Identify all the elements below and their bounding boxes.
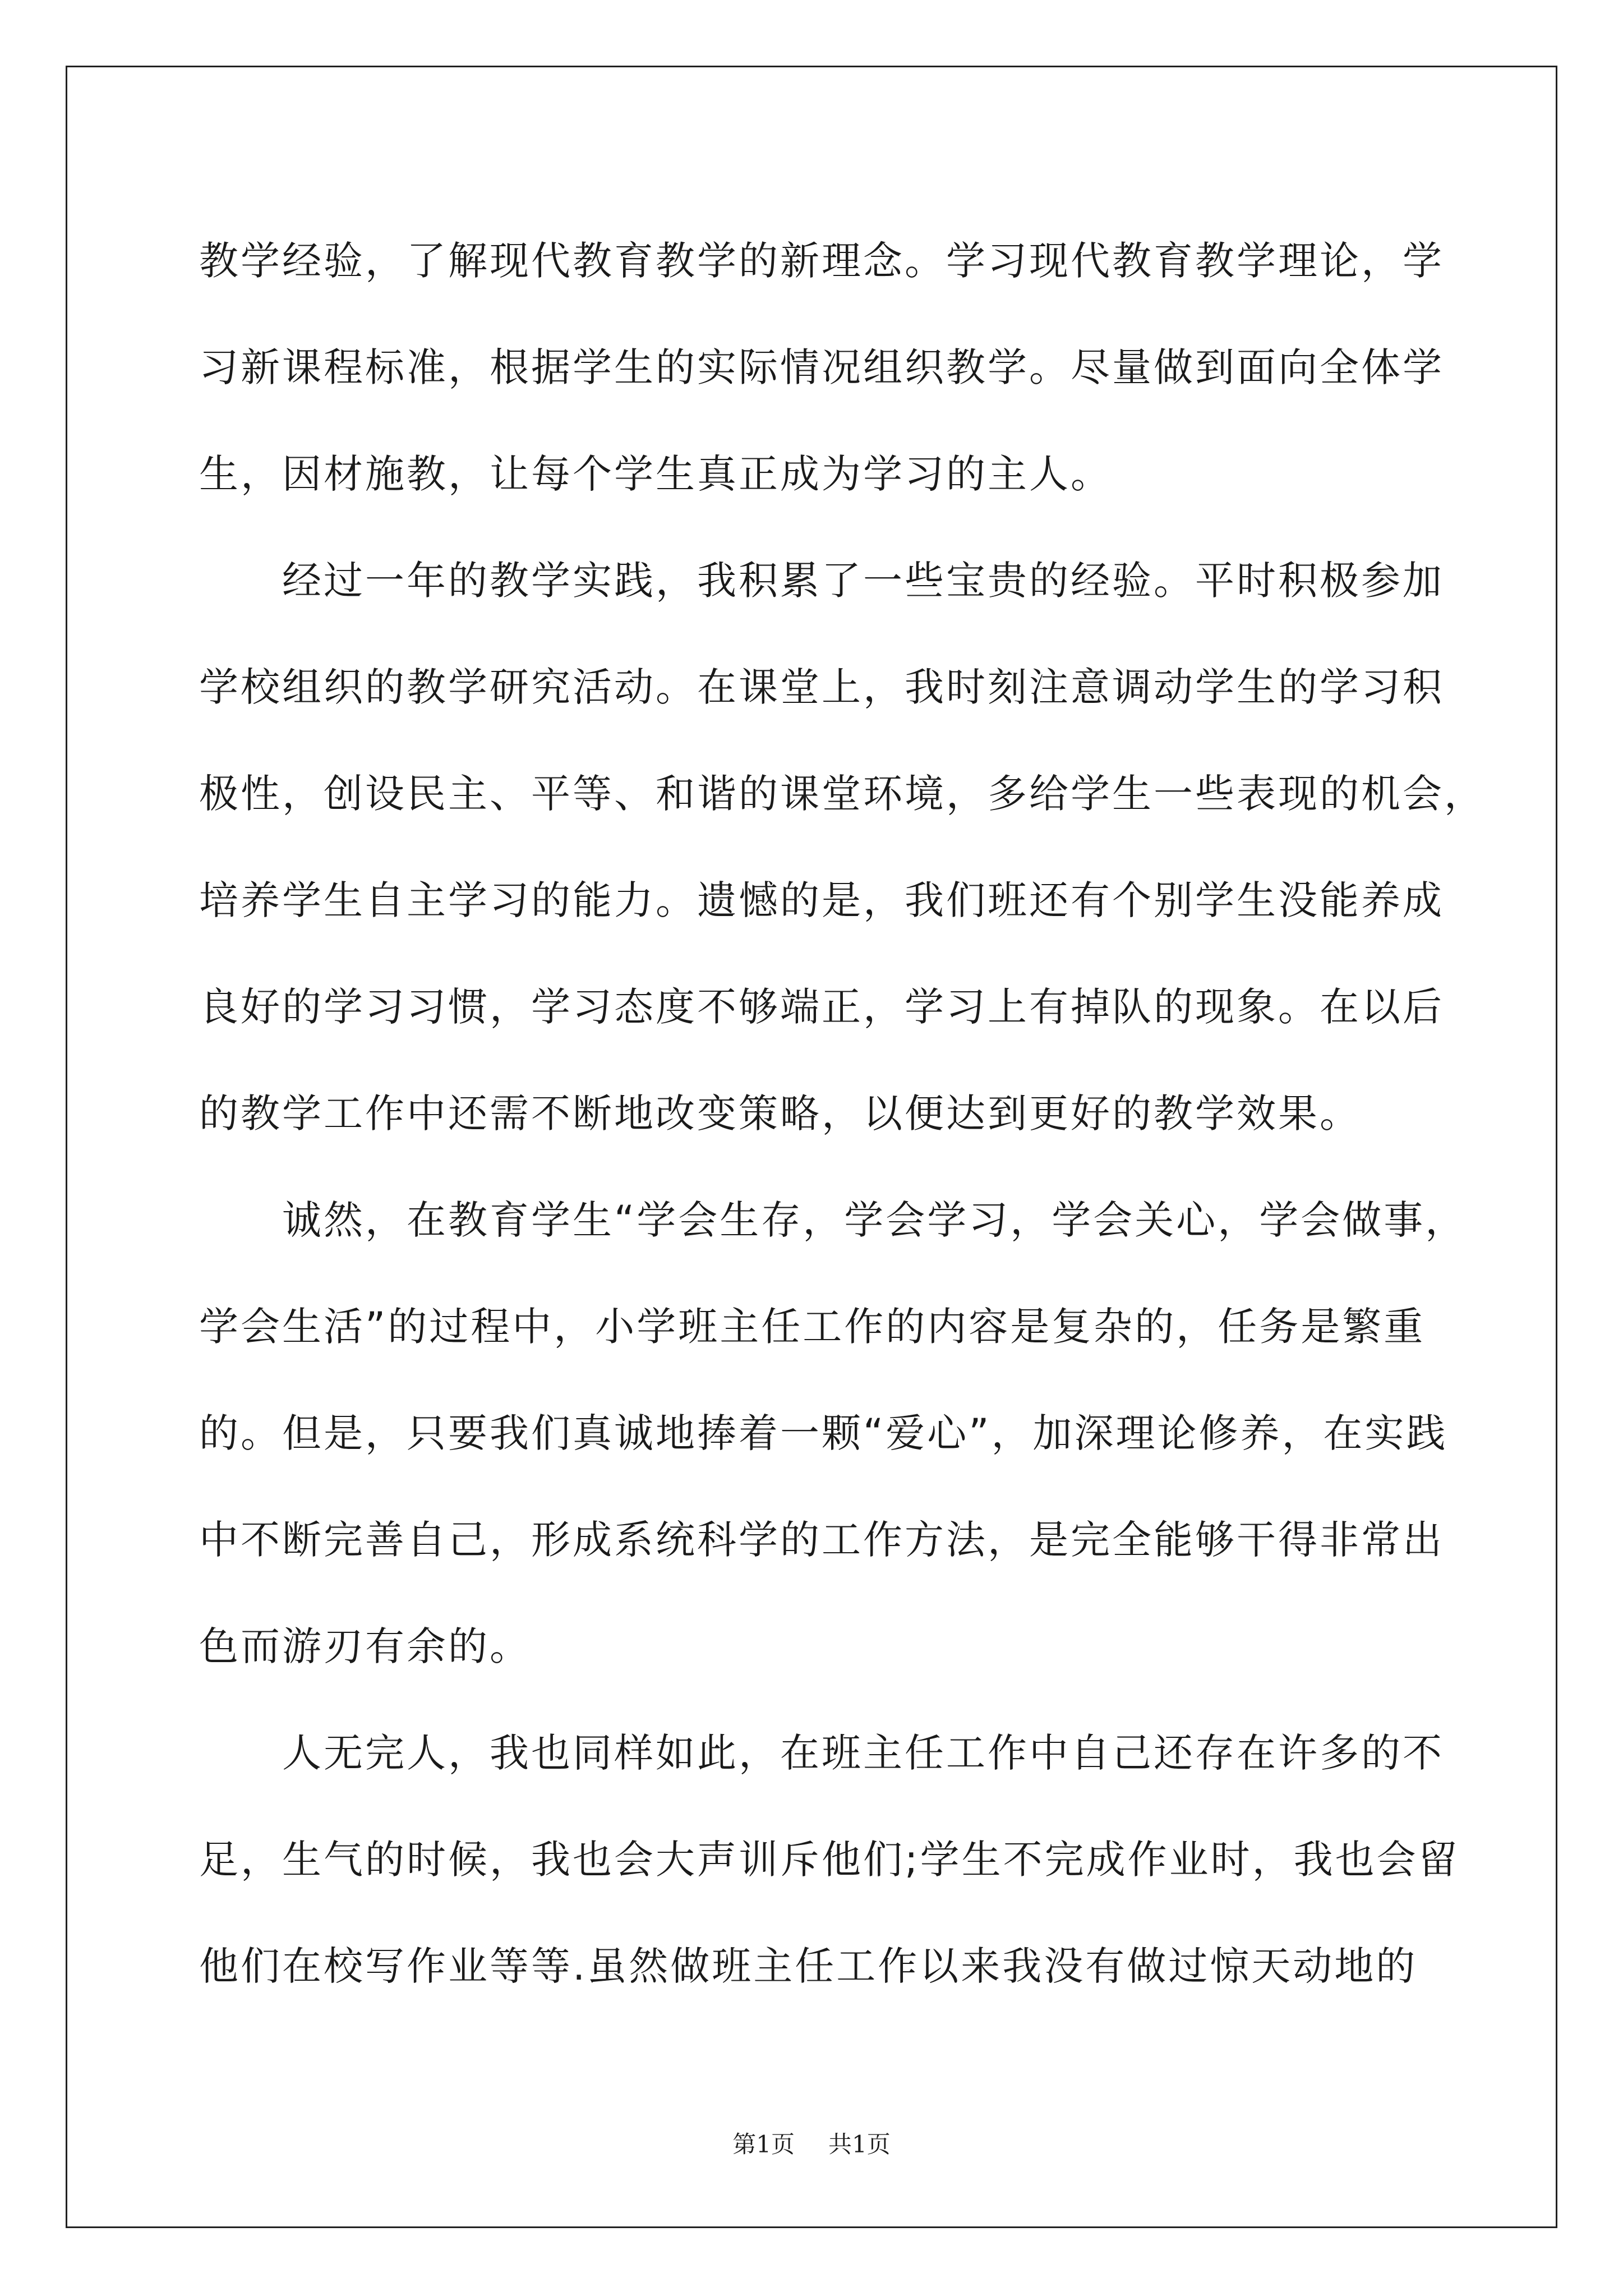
text-line: 中不断完善自己，形成系统科学的工作方法，是完全能够干得非常出 <box>199 1517 1444 1563</box>
page-total: 共1页 <box>828 2131 891 2158</box>
text-line: 足，生气的时候，我也会大声训斥他们;学生不完成作业时，我也会留 <box>199 1837 1460 1883</box>
text-line: 诚然，在教育学生“学会生存，学会学习，学会关心，学会做事， <box>199 1197 1467 1243</box>
document-body <box>199 208 1486 2019</box>
text-line: 极性，创设民主、平等、和谐的课堂环境，多给学生一些表现的机会， <box>199 771 1486 817</box>
text-line: 经过一年的教学实践，我积累了一些宝贵的经验。平时积极参加 <box>199 558 1444 604</box>
text-line: 色而游刃有余的。 <box>199 1623 531 1669</box>
text-line: 人无完人，我也同样如此，在班主任工作中自己还存在许多的不 <box>199 1730 1444 1776</box>
page-number: 第1页 <box>732 2131 795 2158</box>
text-line: 教学经验，了解现代教育教学的新理念。学习现代教育教学理论，学 <box>199 238 1444 284</box>
text-line: 学会生活”的过程中，小学班主任工作的内容是复杂的，任务是繁重 <box>199 1304 1426 1350</box>
text-line: 习新课程标准，根据学生的实际情况组织教学。尽量做到面向全体学 <box>199 344 1444 390</box>
text-line: 生，因材施教，让每个学生真正成为学习的主人。 <box>199 451 1112 497</box>
text-line: 良好的学习习惯，学习态度不够端正，学习上有掉队的现象。在以后 <box>199 984 1444 1030</box>
page-footer <box>0 2126 1623 2160</box>
text-line: 培养学生自主学习的能力。遗憾的是，我们班还有个别学生没能养成 <box>199 877 1444 923</box>
text-line: 他们在校写作业等等.虽然做班主任工作以来我没有做过惊天动地的 <box>199 1943 1418 1989</box>
text-line: 的。但是，只要我们真诚地捧着一颗“爱心”，加深理论修养，在实践 <box>199 1410 1448 1456</box>
text-line: 的教学工作中还需不断地改变策略，以便达到更好的教学效果。 <box>199 1091 1361 1137</box>
text-line: 学校组织的教学研究活动。在课堂上，我时刻注意调动学生的学习积 <box>199 664 1444 710</box>
